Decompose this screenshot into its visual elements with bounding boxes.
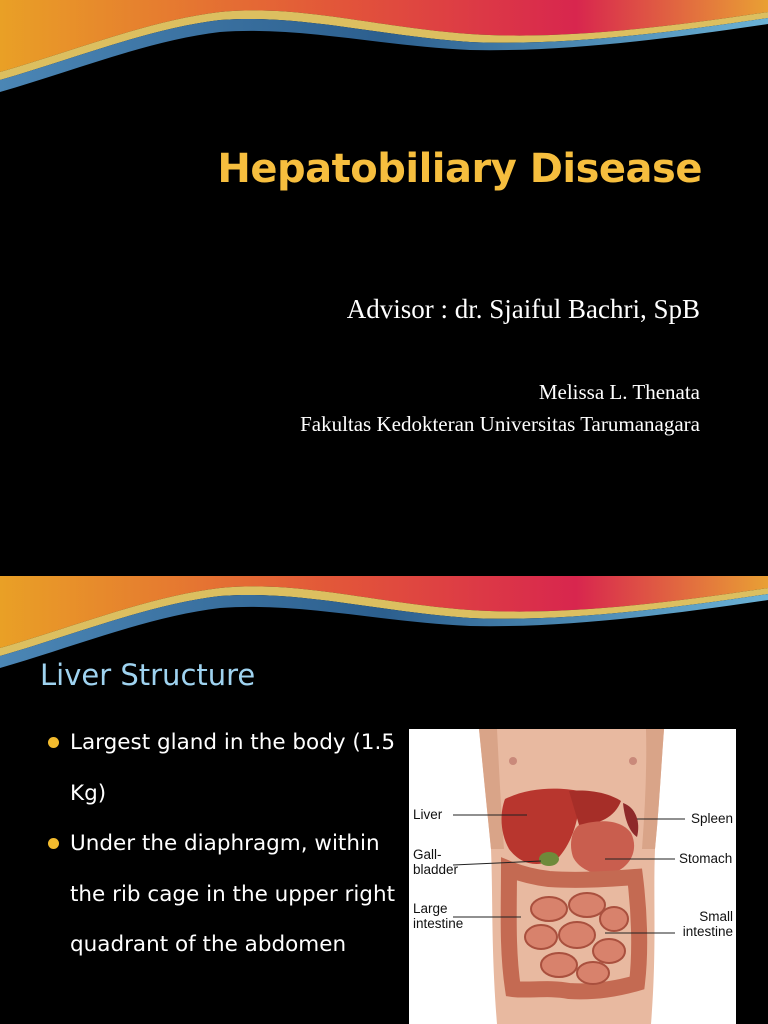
abdominal-anatomy-figure [409,729,736,1024]
slide-title: Liver Structure [40,658,256,692]
bullet-dot-icon [48,838,59,849]
decorative-wave-header [0,0,768,100]
advisor-line: Advisor : dr. Sjaiful Bachri, SpB [346,294,700,324]
label-liver: Liver [413,807,443,822]
label-stomach: Stomach [679,851,733,866]
bullet-item [46,718,406,819]
bullet-text: Under the diaphragm, within the rib cage in the upper right quadrant of the abdomen [70,831,396,957]
label-spleen: Spleen [691,811,734,826]
bullet-dot-icon [48,737,59,748]
label-gallbladder: Gall- bladder [413,847,459,877]
content-slide [0,576,768,1024]
bullet-list [46,718,406,971]
author-affiliation: Fakultas Kedokteran Universitas Tarumanagara [300,412,700,436]
bullet-text: Largest gland in the body (1.5 Kg) [70,730,395,806]
label-large-intestine: Large intestine [413,901,464,931]
author-block [0,376,700,440]
slide-title: Hepatobiliary Disease [217,146,702,192]
author-name: Melissa L. Thenata [538,380,700,404]
anatomy-illustration [409,729,736,1024]
bullet-item [46,819,406,971]
label-small-intestine: Small intestine [682,909,733,939]
